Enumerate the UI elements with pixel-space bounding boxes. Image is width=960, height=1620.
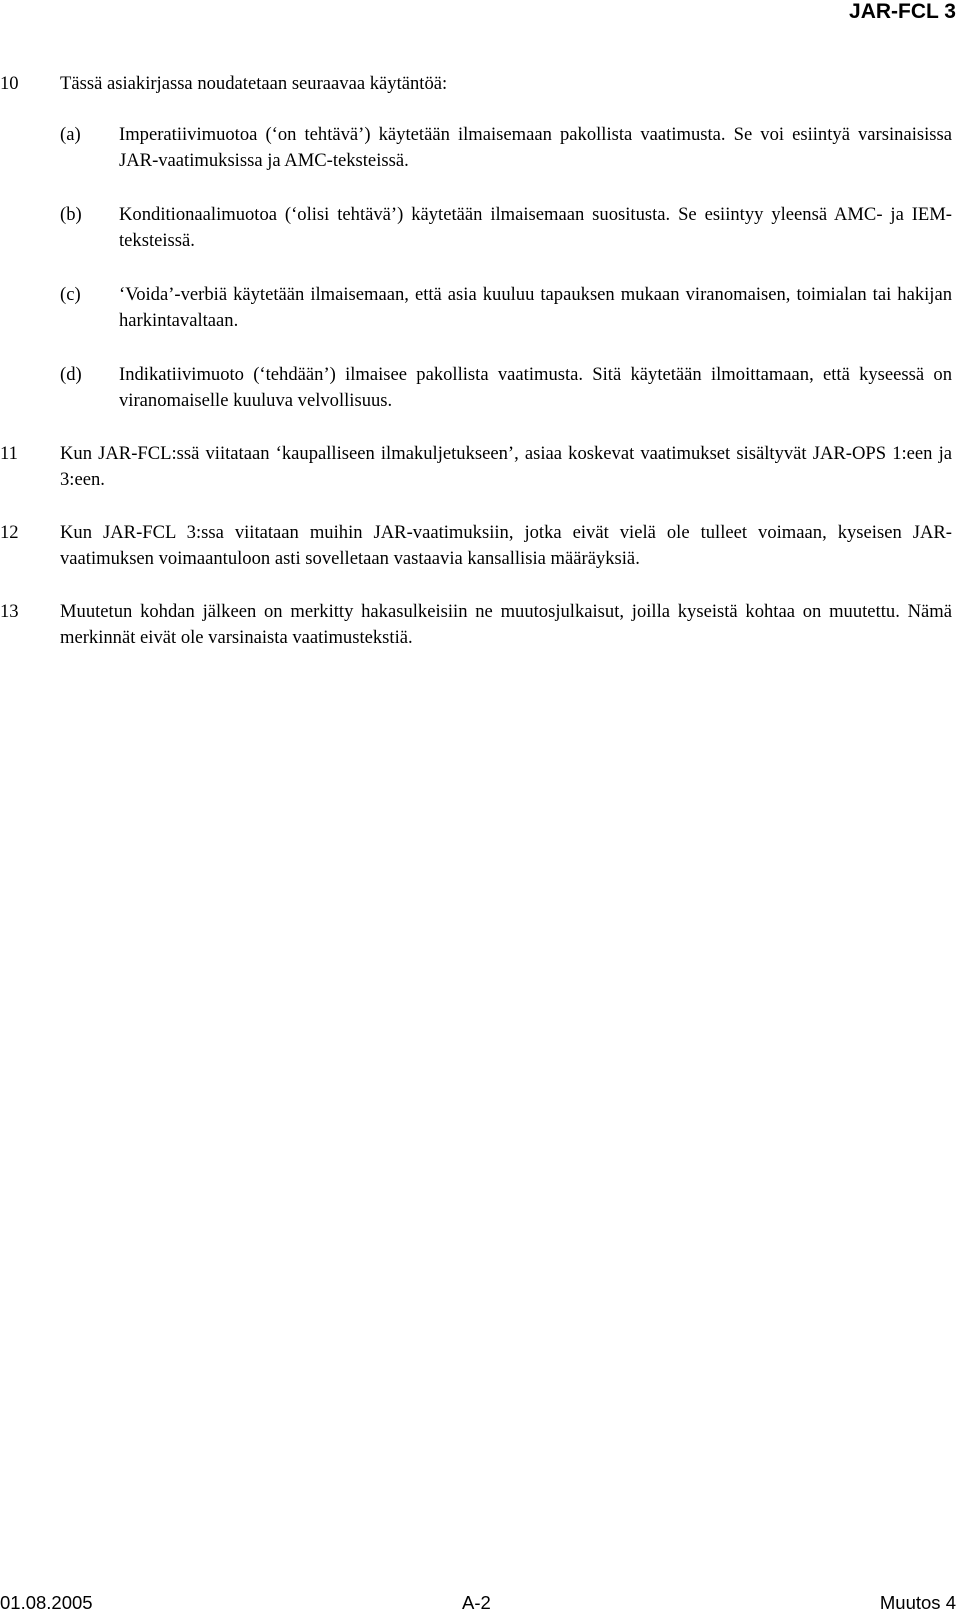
list-item-text: Indikatiivimuoto (‘tehdään’) ilmaisee pakollista vaatimusta. Sitä käytetään ilmoittamaan, että kyseessä on viranomaiselle kuuluva velvollisuus. <box>119 364 952 411</box>
page-footer <box>0 1591 960 1615</box>
paragraph-11 <box>0 441 960 493</box>
document-body <box>0 71 960 678</box>
list-item-label: (a) <box>60 124 81 145</box>
paragraph-number: 10 <box>0 73 19 94</box>
list-item-text: Konditionaalimuotoa (‘olisi tehtävä’) käytetään ilmaisemaan suositusta. Se esiintyy yleensä AMC- ja IEM-teksteissä. <box>119 204 952 251</box>
list-item-label: (d) <box>60 364 82 385</box>
document-header-title: JAR-FCL 3 <box>849 0 956 23</box>
paragraph-12 <box>0 520 960 572</box>
paragraph-number: 12 <box>0 522 19 543</box>
footer-revision: Muutos 4 <box>879 1592 956 1613</box>
footer-page-number: A-2 <box>462 1592 491 1613</box>
paragraph-text: Muutetun kohdan jälkeen on merkitty hakasulkeisiin ne muutosjulkaisut, joilla kyseistä kohtaa on muutettu. Nämä merkinnät eivät ole varsinaista vaatimustekstiä. <box>60 601 952 648</box>
paragraph-10 <box>0 71 960 97</box>
list-item-label: (b) <box>60 204 82 225</box>
list-item-c <box>0 282 960 334</box>
list-item-b <box>0 202 960 254</box>
footer-date: 01.08.2005 <box>0 1592 93 1613</box>
paragraph-text: Kun JAR-FCL:ssä viitataan ‘kaupalliseen ilmakuljetukseen’, asiaa koskevat vaatimukset sisältyvät JAR-OPS 1:een ja 3:een. <box>60 443 952 490</box>
list-item-label: (c) <box>60 284 81 305</box>
list-item-text: Imperatiivimuotoa (‘on tehtävä’) käytetään ilmaisemaan pakollista vaatimusta. Se voi esiintyä varsinaisissa JAR-vaatimuksissa ja AMC-teksteissä. <box>119 124 952 171</box>
paragraph-number: 13 <box>0 601 19 622</box>
list-item-d <box>0 362 960 414</box>
paragraph-number: 11 <box>0 443 18 464</box>
list-item-a <box>0 122 960 174</box>
paragraph-text: Tässä asiakirjassa noudatetaan seuraavaa käytäntöä: <box>60 73 448 94</box>
paragraph-13 <box>0 599 960 651</box>
paragraph-text: Kun JAR-FCL 3:ssa viitataan muihin JAR-vaatimuksiin, jotka eivät vielä ole tulleet voimaan, kyseisen JAR-vaatimuksen voimaantuloon asti sovelletaan vastaavia kansallisia määräyksiä. <box>60 522 952 569</box>
list-item-text: ‘Voida’-verbiä käytetään ilmaisemaan, että asia kuuluu tapauksen mukaan viranomaisen, toimialan tai hakijan harkintavaltaan. <box>119 284 952 331</box>
